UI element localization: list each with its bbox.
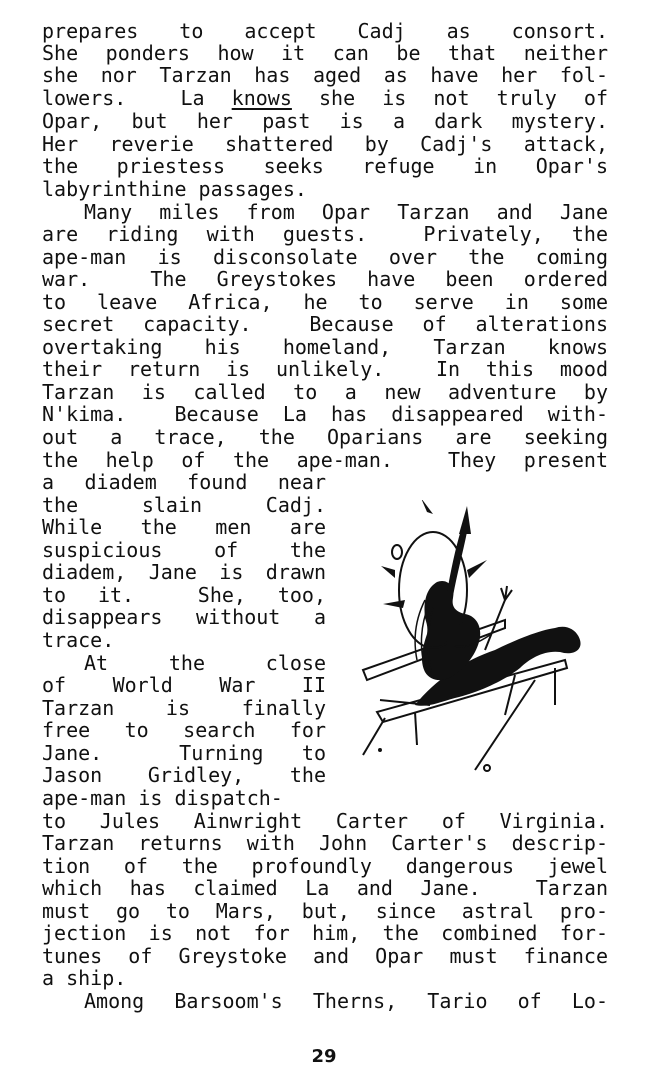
text-line: ape-man is dispatch- [42, 786, 283, 810]
text-line: are riding with guests. Privately, the [42, 222, 608, 246]
text-line: she nor Tarzan has aged as have her fol- [42, 63, 608, 87]
ornament-dot [378, 748, 382, 752]
text-line: free to search for [42, 718, 326, 742]
raised-hand [485, 586, 512, 650]
text-line: Tarzan is finally [42, 696, 326, 720]
text-line: At the close [84, 651, 326, 675]
text-line: Her reverie shattered by Cadj's attack, [42, 132, 608, 156]
text-line: Opar, but her past is a dark mystery. [42, 109, 608, 133]
text-line: While the men are [42, 515, 326, 539]
text-line: disappears without a [42, 605, 326, 629]
text-segment: lowers. La [42, 86, 232, 110]
text-line: Jane. Turning to [42, 741, 326, 765]
text-line: war. The Greystokes have been ordered [42, 267, 608, 291]
text-line: which has claimed La and Jane. Tarzan [42, 876, 608, 900]
text-line: a ship. [42, 966, 127, 990]
page-number: 29 [311, 1046, 337, 1067]
text-line: prepares to accept Cadj as consort. [42, 19, 608, 43]
text-line: Among Barsoom's Therns, Tario of Lo- [84, 989, 608, 1013]
text-line: secret capacity. Because of alterations [42, 312, 608, 336]
spike [383, 600, 405, 608]
spike [467, 560, 487, 578]
text-line: N'kima. Because La has disappeared with- [42, 402, 608, 426]
text-segment: she is not truly of [291, 86, 608, 110]
text-line: the slain Cadj. [42, 493, 326, 517]
text-line: tunes of Greystoke and Opar must finance [42, 944, 608, 968]
text-line: labyrinthine passages. [42, 177, 307, 201]
underlined-word: knows [231, 86, 292, 110]
text-line: Many miles from Opar Tarzan and Jane [84, 200, 608, 224]
sacrifice-illustration [355, 500, 595, 790]
spike [381, 566, 395, 578]
text-line: to it. She, too, [42, 583, 326, 607]
text-line: overtaking his homeland, Tarzan knows [42, 335, 608, 359]
text-line: Tarzan is called to a new adventure by [42, 380, 608, 404]
text-line: diadem, Jane is drawn [42, 560, 326, 584]
knife-icon [459, 506, 471, 534]
text-line: trace. [42, 628, 115, 652]
text-line: their return is unlikely. In this mood [42, 357, 608, 381]
text-line: to Jules Ainwright Carter of Virginia. [42, 809, 608, 833]
text-line: the help of the ape-man. They present [42, 448, 608, 472]
text-line: Jason Gridley, the [42, 763, 326, 787]
text-line [42, 87, 608, 109]
halo-jewel [392, 545, 402, 559]
spike [421, 500, 433, 514]
text-line: She ponders how it can be that neither [42, 41, 608, 65]
text-line: the priestess seeks refuge in Opar's [42, 154, 608, 178]
text-line: ape-man is disconsolate over the coming [42, 245, 608, 269]
text-line: Tarzan returns with John Carter's descrip- [42, 831, 608, 855]
text-line: jection is not for him, the combined for- [42, 921, 608, 945]
text-line: to leave Africa, he to serve in some [42, 290, 608, 314]
text-line: must go to Mars, but, since astral pro- [42, 899, 608, 923]
ornament-knob [484, 765, 490, 771]
text-line: a diadem found near [42, 470, 326, 494]
text-line: suspicious of the [42, 538, 326, 562]
text-line: tion of the profoundly dangerous jewel [42, 854, 608, 878]
text-line: of World War II [42, 673, 326, 697]
text-line: out a trace, the Oparians are seeking [42, 425, 608, 449]
